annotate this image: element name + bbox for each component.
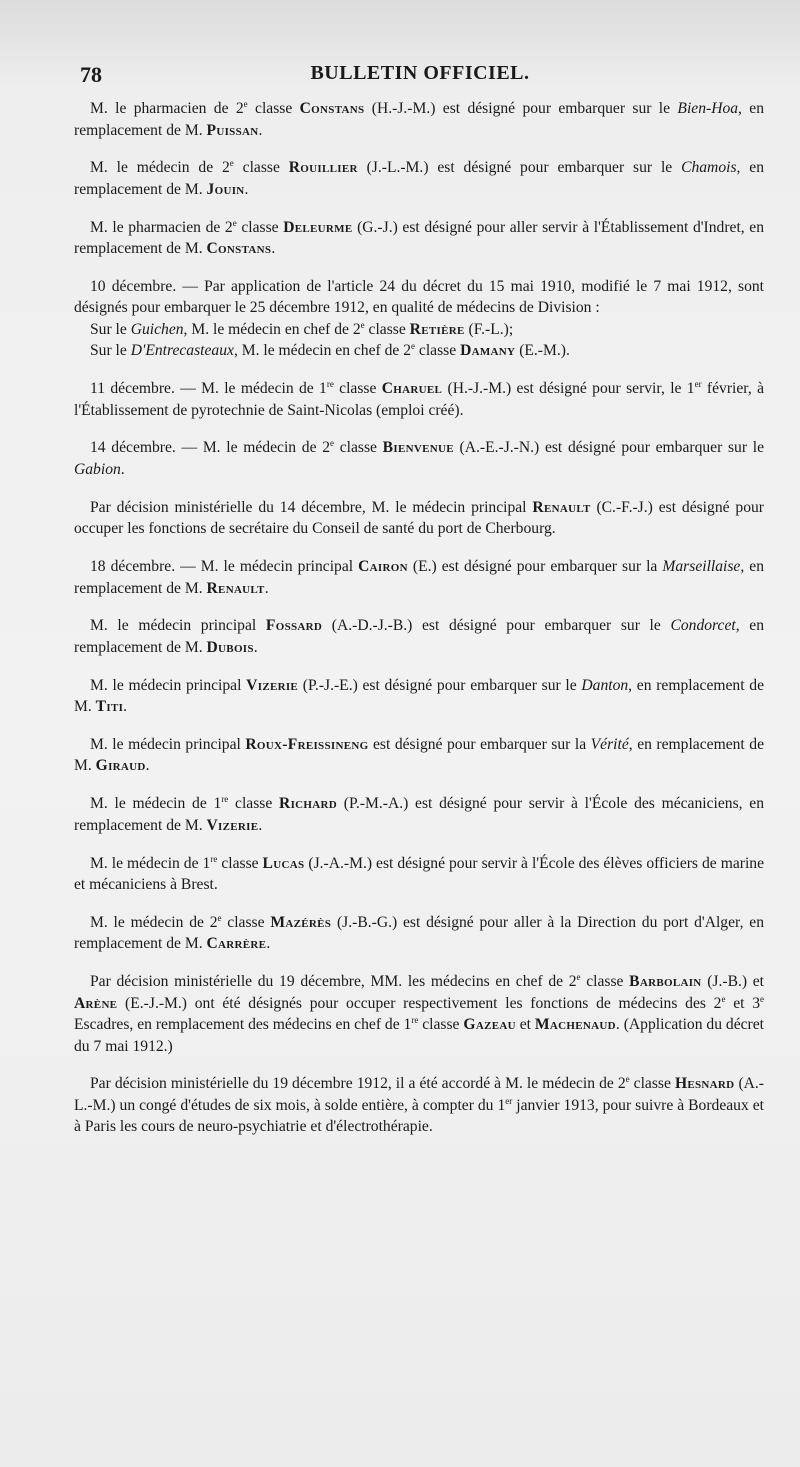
paragraph: M. le médecin de 1re classe Richard (P.-M.-A.) est désigné pour servir à l'École des mécaniciens, en remplacement de M. Vizerie. [74, 794, 765, 834]
paragraph: M. le médecin principal Roux-Freissineng est désigné pour embarquer sur la Vérité, en remplacement de M. Giraud. [74, 735, 764, 775]
paragraph: 14 décembre. — M. le médecin de 2e classe Bienvenue (A.-E.-J.-N.) est désigné pour embarquer sur le Gabion. [74, 438, 765, 478]
paragraph: 11 décembre. — M. le médecin de 1re classe Charuel (H.-J.-M.) est désigné pour servir, le 1er février, à l'Établissement de pyrotechnie de Saint-Nicolas (emploi créé). [74, 379, 765, 419]
document-body [74, 98, 764, 1154]
paragraph: 10 décembre. — Par application de l'article 24 du décret du 15 mai 1910, modifié le 7 mai 1912, sont désignés pour embarquer le 25 décembre 1912, en qualité de médecins de Division : Sur le Guichen, M. le médecin en chef de 2e classe Retière (F.-L.); Sur le D'Entrecasteaux, M. le médecin en chef de 2e classe Damany (E.-M.). [74, 277, 764, 360]
page-header [80, 62, 760, 92]
paragraph: M. le médecin principal Fossard (A.-D.-J.-B.) est désigné pour embarquer sur le Condorcet, en remplacement de M. Dubois. [74, 617, 765, 656]
page-number: 78 [80, 62, 102, 87]
paragraph: Par décision ministérielle du 19 décembre 1912, il a été accordé à M. le médecin de 2e classe Hesnard (A.-L.-M.) un congé d'études de six mois, à solde entière, à compter du 1er janvier 1913, pour suivre à Bordeaux et à Paris les cours de neuro-psychiatrie et d'électrothérapie. [74, 1074, 764, 1136]
paragraph: M. le pharmacien de 2e classe Constans (H.-J.-M.) est désigné pour embarquer sur le Bien-Hoa, en remplacement de M. Puissan. [74, 98, 765, 139]
paragraph: M. le pharmacien de 2e classe Deleurme (G.-J.) est désigné pour aller servir à l'Établissement d'Indret, en remplacement de M. Constans. [74, 217, 765, 258]
paragraph: M. le médecin principal Vizerie (P.-J.-E.) est désigné pour embarquer sur le Danton, en remplacement de M. Titi. [74, 676, 764, 716]
paragraph: 18 décembre. — M. le médecin principal Cairon (E.) est désigné pour embarquer sur la Marseillaise, en remplacement de M. Renault. [74, 558, 764, 597]
paragraph: M. le médecin de 2e classe Mazérès (J.-B.-G.) est désigné pour aller à la Direction du port d'Alger, en remplacement de M. Carrère. [74, 912, 764, 953]
paragraph: Par décision ministérielle du 14 décembre, M. le médecin principal Renault (C.-F.-J.) est désigné pour occuper les fonctions de secrétaire du Conseil de santé du port de Cherbourg. [74, 498, 764, 538]
paragraph: Par décision ministérielle du 19 décembre, MM. les médecins en chef de 2e classe Barbolain (J.-B.) et Arène (E.-J.-M.) ont été désignés pour occuper respectivement les fonctions de médecins des 2e et 3e Escadres, en remplacement des médecins en chef de 1re classe Gazeau et Machenaud. (Application du décret du 7 mai 1912.) [74, 971, 765, 1055]
running-title: BULLETIN OFFICIEL. [310, 62, 530, 84]
paragraph: M. le médecin de 2e classe Rouillier (J.-L.-M.) est désigné pour embarquer sur le Chamois, en remplacement de M. Jouin. [74, 158, 765, 198]
paragraph: M. le médecin de 1re classe Lucas (J.-A.-M.) est désigné pour servir à l'École des élèves officiers de marine et mécaniciens à Brest. [74, 853, 764, 894]
